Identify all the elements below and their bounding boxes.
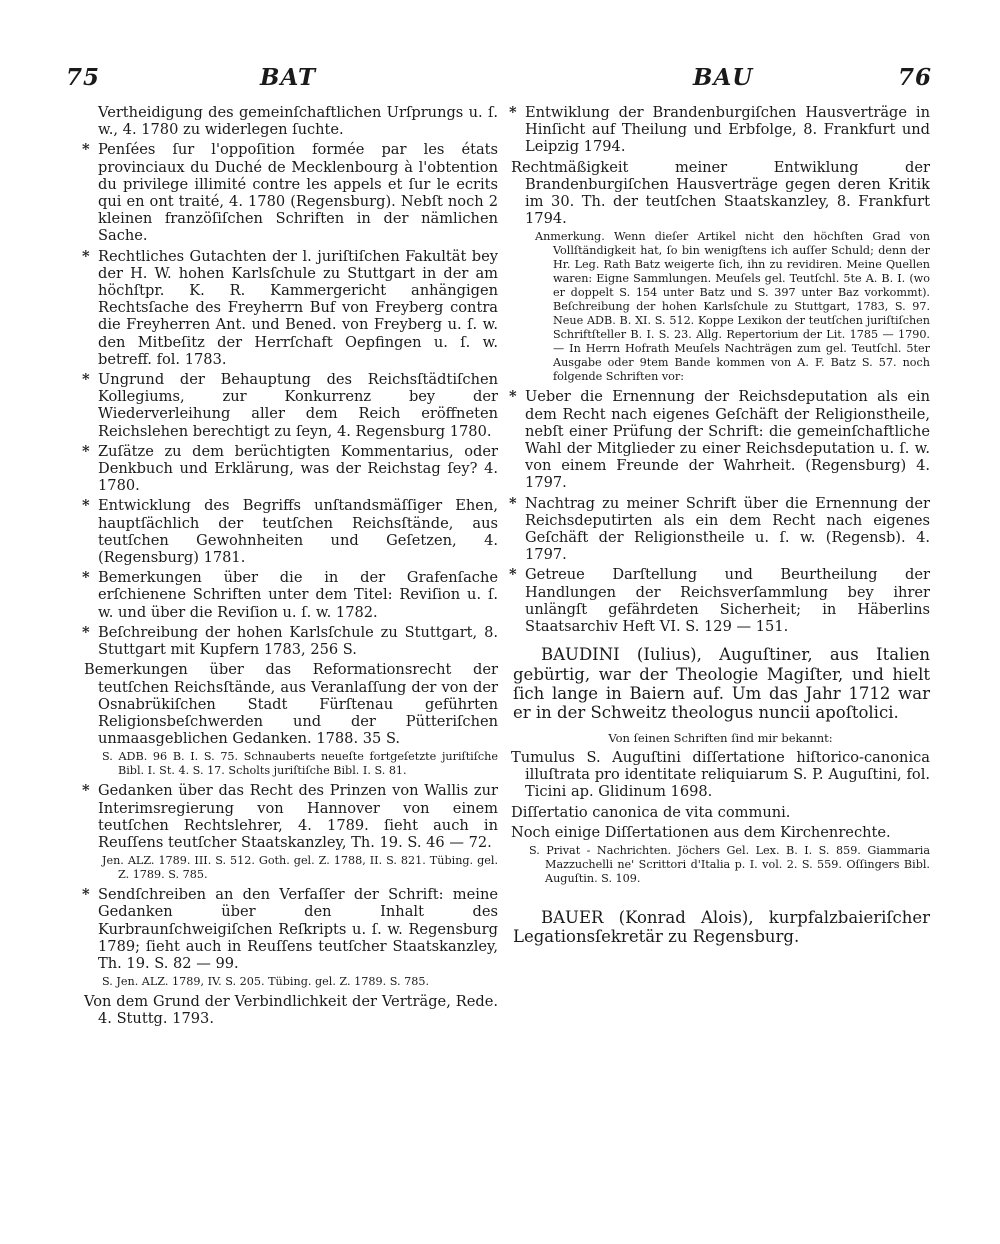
reference-note: S. Privat - Nachrichten. Jöchers Gel. Lex. B. I. S. 859. Giammaria Mazzuchelli ne' Scrittori d'Italia p. I. vol. 2. S. 559. Oſſingers Bibl. Auguſtin. S. 109. [529,843,930,885]
asterisk-marker: * [509,104,517,121]
left-column [84,104,498,1031]
asterisk-marker: * [509,566,517,584]
asterisk-marker: * [509,388,517,406]
entry-text: Getreue Darſtellung und Beurtheilung der Handlungen der Reichsverſammlung bey ihrer unlängſt gefährdeten Sicherheit; in Häberlins Staatsarchiv Heft VI. S. 129 — 151. [525,566,930,636]
entry-text: Sendſchreiben an den Verfaſſer der Schrift: meine Gedanken über den Inhalt des Kurbraunſchweigiſchen Reſkripts u. ſ. w. Regensburg 1789; ſieht auch in Reuſſens teutſcher Staatskanzley, Th. 19. S. 82 — 99. [98,886,498,972]
biography-baudini: BAUDINI (Iulius), Auguſtiner, aus Italien gebürtig, war der Theologie Magiſter, und hielt ſich lange in Baiern auf. Um das Jahr 1712 war er in der Schweitz theologus nuncii apoſtolici. [513,645,930,723]
right-column [511,104,930,953]
entry-text: Noch einige Diſſertationen aus dem Kirchenrechte. [511,823,891,841]
list-item [84,497,498,566]
entry-text: Bemerkungen über die in der Grafenſache erſchienene Schriften unter dem Titel: Reviſion u. ſ. w. und über die Reviſion u. ſ. w. 1782. [98,569,498,621]
asterisk-marker: * [509,494,517,512]
list-item [84,782,498,851]
reference-note: S. Jen. ALZ. 1789, IV. S. 205. Tübing. gel. Z. 1789. S. 785. [102,975,429,989]
entry-text: Penſées ſur l'oppoſition formée par les états provinciaux du Duché de Mecklenbourg à l'obtention du privilege illimité contre les appels et ſur le ecrits qui en ont traité, 4. 1780 (Regensburg). Nebſt noch 2 kleinen franzöſiſchen Schriften in der nämlichen Sache. [98,141,498,245]
annotation-note: Anmerkung. Wenn dieſer Artikel nicht den höchſten Grad von Vollſtändigkeit hat, ſo bin wenigſtens ich auſſer Schuld; denn der Hr. Leg. Rath Batz weigerte ſich, ihn zu revidiren. Meine Quellen waren: Eigne Sammlungen. Meuſels gel. Teutſchl. 5te A. B. I. (wo er doppelt S. 154 unter Batz und S. 397 unter Baz vorkommt). Beſchreibung der hohen Karlsſchule zu Stuttgart, 1783, S. 97. Neue ADB. B. XI. S. 512. Koppe Lexikon der teutſchen juriſtiſchen Schriftſteller B. I. S. 23. Allg. Repertorium der Lit. 1785 — 1790. — In Herrn Hofrath Meuſels Nachträgen zum gel. Teutſchl. 5ter Ausgabe oder 9tem Bande kommen von A. F. Batz S. 57. noch folgende Schriften vor: [535,230,930,384]
asterisk-marker: * [82,886,90,904]
entry-text: Rechtliches Gutachten der l. juriſtiſchen Fakultät bey der H. W. hohen Karlsſchule zu Stuttgart in der am höchſtpr. K. R. Kammergericht anhängigen Rechtsſache des Freyherrn Buf von Freyberg contra die Freyherren Ant. und Bened. von Freyberg u. ſ. w. den Mitbeſitz der Herrſchaft Oepfingen u. ſ. w. betreff. fol. 1783. [98,247,498,368]
asterisk-marker: * [82,782,90,800]
biography-bauer: BAUER (Konrad Alois), kurpfalzbaieriſcher Legationsſekretär zu Regensburg. [513,907,930,947]
entry-text: Nachtrag zu meiner Schrift über die Ernennung der Reichsdeputirten als ein dem Recht nach eigenes Geſchäft der Religionstheile u. ſ. w. (Regensb). 4. 1797. [525,494,930,564]
list-item [84,371,498,440]
asterisk-marker: * [82,371,90,389]
asterisk-marker: * [82,497,90,515]
list-item [511,566,930,635]
asterisk-marker: * [82,442,90,460]
asterisk-marker: * [82,141,90,159]
list-item [84,624,498,658]
list-item [511,104,930,156]
page-number-left: 75 [66,64,101,91]
list-item [84,569,498,621]
reference-note: S. ADB. 96 B. I. S. 75. Schnauberts neueſte fortgeſetzte juriſtiſche Bibl. I. St. 4. S. 17. Scholts juriſtiſche Bibl. I. S. 81. [102,750,498,778]
entry-text: Gedanken über das Recht des Prinzen von Wallis zur Interimsregierung von Hannover von einem teutſchen Rechtslehrer, 4. 1789. ſieht auch in Reuſſens teutſcher Staatskanzley, Th. 19. S. 46 — 72. [98,782,498,851]
entry-text: Beſchreibung der hohen Karlsſchule zu Stuttgart, 8. Stuttgart mit Kupfern 1783, 256 S. [98,623,498,659]
entry-text: Rechtmäßigkeit meiner Entwiklung der Brandenburgiſchen Hausverträge gegen deren Kritik im 30. Th. der teutſchen Staatskanzley, 8. Frankfurt 1794. [511,158,930,228]
list-item [84,443,498,495]
page-number-right: 76 [898,64,933,91]
works-intro: Von ſeinen Schriften ſind mir bekannt: [608,730,833,745]
entry-text: Diſſertatio canonica de vita communi. [511,803,791,821]
entry-text: Von dem Grund der Verbindlichkeit der Verträge, Rede. 4. Stuttg. 1793. [84,993,498,1028]
entry-text: Entwiklung der Brandenburgiſchen Hausverträge in Hinſicht auf Theilung und Erbfolge, 8. Frankfurt und Leipzig 1794. [525,104,930,156]
list-item [511,388,930,491]
entry-text: Bemerkungen über das Reformationsrecht der teutſchen Reichsſtände, aus Veranlaſſung der von der Osnabrükiſchen Stadt Fürſtenau geführten Religionsbeſchwerden und der Pütteriſchen unmaasgeblichen Gedanken. 1788. 35 S. [84,661,498,748]
asterisk-marker: * [82,247,90,265]
asterisk-marker: * [82,569,90,587]
entry-text: Zuſätze zu dem berüchtigten Kommentarius, oder Denkbuch und Erklärung, was der Reichstag ſey? 4. 1780. [98,442,498,495]
reference-note: Jen. ALZ. 1789. III. S. 512. Goth. gel. Z. 1788, II. S. 821. Tübing. gel. Z. 1789. S. 785. [102,854,498,882]
list-item [511,495,930,564]
entry-text: Tumulus S. Auguſtini diſſertatione hiſtorico-canonica illuſtrata pro identitate reliquiarum S. P. Auguſtini, fol. Ticini ap. Glidinum 1698. [511,748,930,801]
entry-text: Vertheidigung des gemeinſchaftlichen Urſprungs u. ſ. w., 4. 1780 zu widerlegen ſuchte. [98,104,498,139]
list-item [84,141,498,244]
entry-text: Ungrund der Behauptung des Reichsſtädtiſchen Kollegiums, zur Konkurrenz bey der Wiederverleihung aller dem Reich eröffneten Reichslehen berechtigt zu ſeyn, 4. Regensburg 1780. [98,371,498,440]
list-item [84,886,498,972]
entry-text: Ueber die Ernennung der Reichsdeputation als ein dem Recht nach eigenes Geſchäft der Religionstheile, nebſt einer Prüfung der Schrift: die gemeinſchaftliche Wahl der Mitglieder zu einer Reichsdeputation u. ſ. w. von einem Freunde der Wahrheit. (Regensburg) 4. 1797. [525,388,930,492]
running-head-right: BAU [693,64,754,91]
spacer [511,890,930,898]
asterisk-marker: * [82,623,90,641]
entry-text: Entwicklung des Begriffs unſtandsmäſſiger Ehen, hauptſächlich der teutſchen Reichsſtände, aus teutſchen Gewohnheiten und Geſetzen, 4. (Regensburg) 1781. [98,497,498,567]
list-item [84,248,498,368]
running-head-left: BAT [260,64,317,91]
